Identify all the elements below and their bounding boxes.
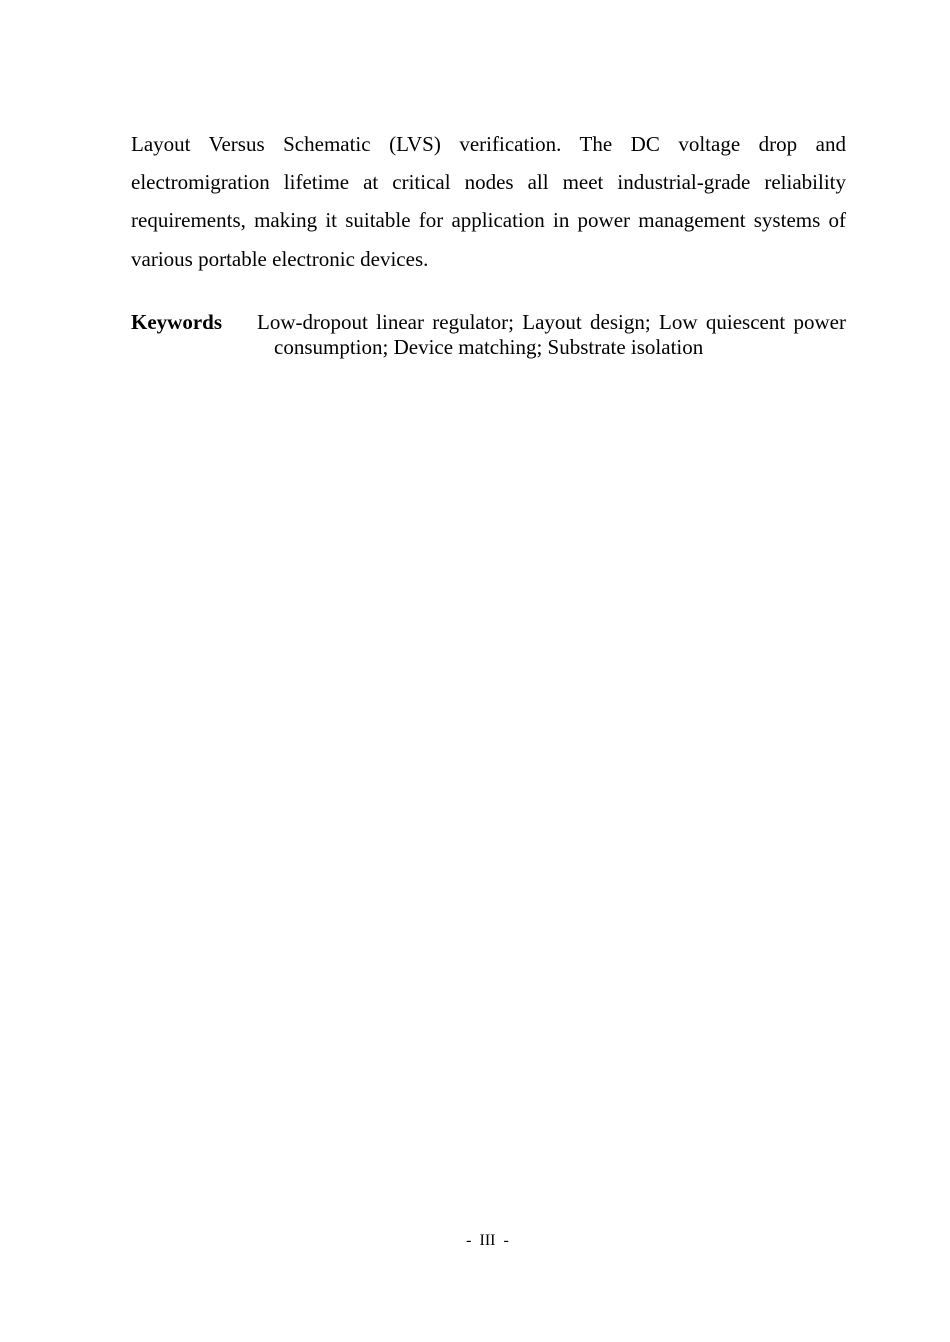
abstract-line-3: requirements, making it suitable for application in power management systems of (131, 208, 846, 232)
abstract-line-4: various portable electronic devices. (131, 247, 429, 271)
keywords-line-2: consumption; Device matching; Substrate isolation (274, 335, 704, 359)
page-number: - III - (466, 1232, 509, 1249)
abstract-line-2: electromigration lifetime at critical nodes all meet industrial-grade reliability (131, 170, 846, 194)
keywords-line-1: Low-dropout linear regulator; Layout design; Low quiescent power (257, 310, 846, 334)
abstract-line-1: Layout Versus Schematic (LVS) verification. The DC voltage drop and (131, 132, 846, 156)
keywords-label: Keywords (131, 310, 222, 334)
